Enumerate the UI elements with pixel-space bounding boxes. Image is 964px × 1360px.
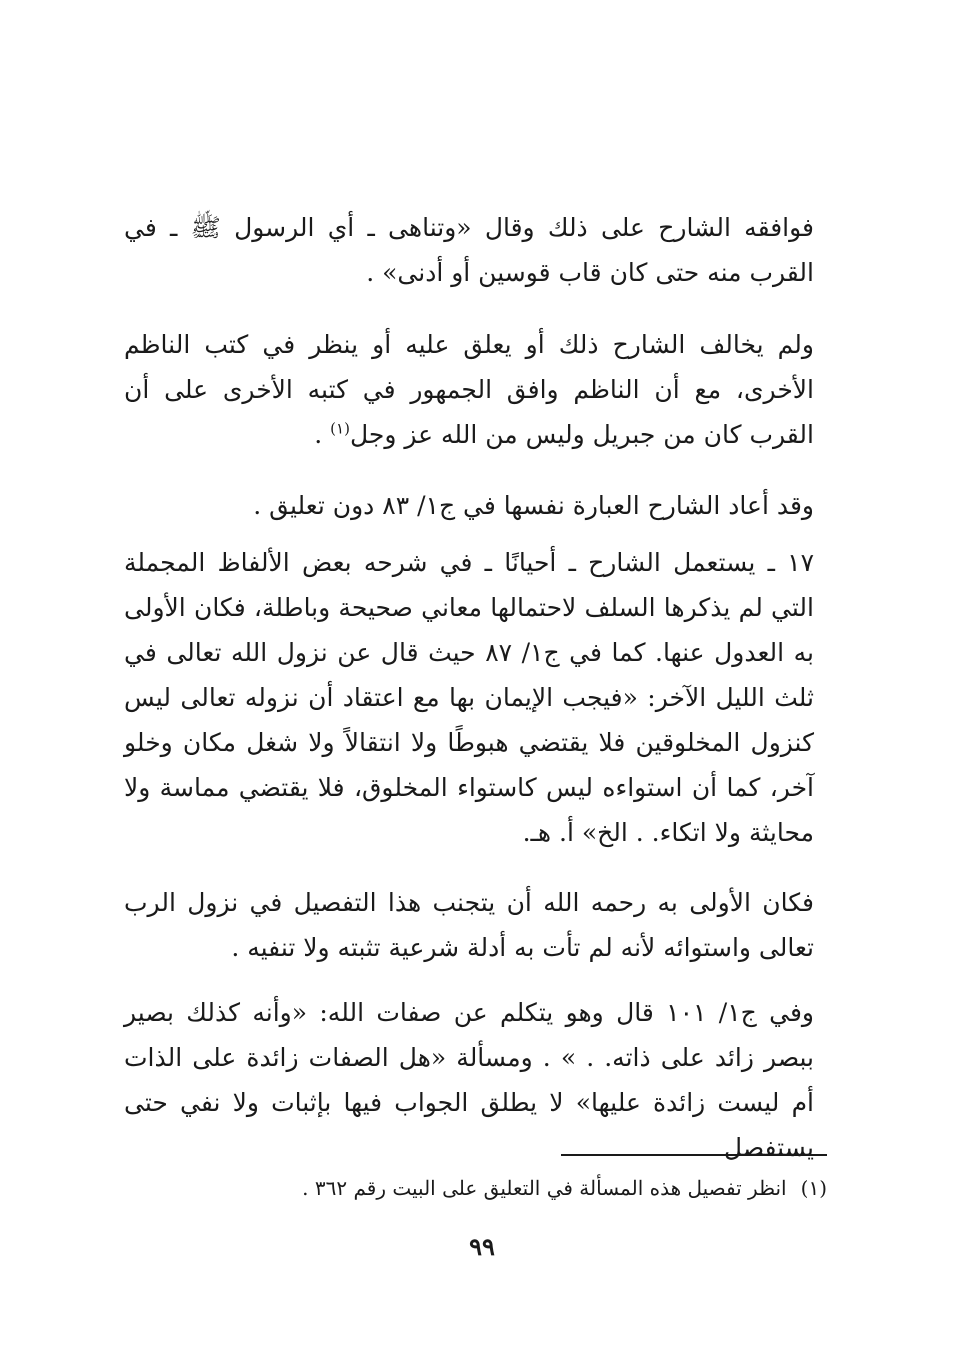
footnote-number: (١): [800, 1176, 827, 1200]
paragraph-6: وفي ج١/ ١٠١ قال وهو يتكلم عن صفات الله: «وأنه كذلك بصير ببصر زائد على ذاته. . » . ومسألة «هل الصفات زائدة على الذات أم ليست زائدة عليها» لا يطلق الجواب فيها بإثبات ولا نفي حتى يستفصل: [124, 998, 814, 1162]
page-number: ٩٩: [469, 1232, 495, 1261]
paragraph-2: [124, 322, 814, 457]
footnote: [137, 1172, 827, 1204]
paragraph-3: وقد أعاد الشارح العبارة نفسها في ج١/ ٨٣ دون تعليق .: [253, 491, 814, 520]
footnote-divider: [561, 1154, 827, 1156]
paragraph-4: ١٧ ـ يستعمل الشارح ـ أحيانًا ـ في شرحه بعض الألفاظ المجملة التي لم يذكرها السلف لاحتمالها معاني صحيحة وباطلة، فكان الأولى به العدول عنها. كما في ج١/ ٨٧ حيث قال عن نزول الله تعالى في ثلث الليل الآخر: «فيجب الإيمان بها مع اعتقاد أن نزوله تعالى ليس كنزول المخلوقين فلا يقتضي هبوطًا ولا انتقالاً ولا شغل مكان وخلو آخر، كما أن استواءه ليس كاستواء المخلوق، فلا يقتضي مماسة ولا محايثة ولا اتكاء. . الخ» أ. هـ.: [124, 548, 815, 847]
paragraph-2-text: ولم يخالف الشارح ذلك أو يعلق عليه أو ينظر في كتب الناظم الأخرى، مع أن الناظم وافق الجمهور في كتبه الأخرى على أن القرب كان من جبريل وليس من الله عز وجل: [124, 330, 814, 449]
paragraph-1: فوافقه الشارح على ذلك وقال «وتناهى ـ أي الرسول ﷺ ـ في القرب منه حتى كان قاب قوسين أو أدنى» .: [124, 213, 814, 287]
paragraph-5: فكان الأولى به رحمه الله أن يتجنب هذا التفصيل في نزول الرب تعالى واستوائه لأنه لم تأت به أدلة شرعية تثبته ولا تنفيه .: [124, 888, 814, 962]
footnote-reference[interactable]: (١): [330, 419, 350, 438]
footnote-text: انظر تفصيل هذه المسألة في التعليق على البيت رقم ٣٦٢ .: [302, 1176, 787, 1200]
paragraph-2-end: .: [314, 420, 323, 449]
